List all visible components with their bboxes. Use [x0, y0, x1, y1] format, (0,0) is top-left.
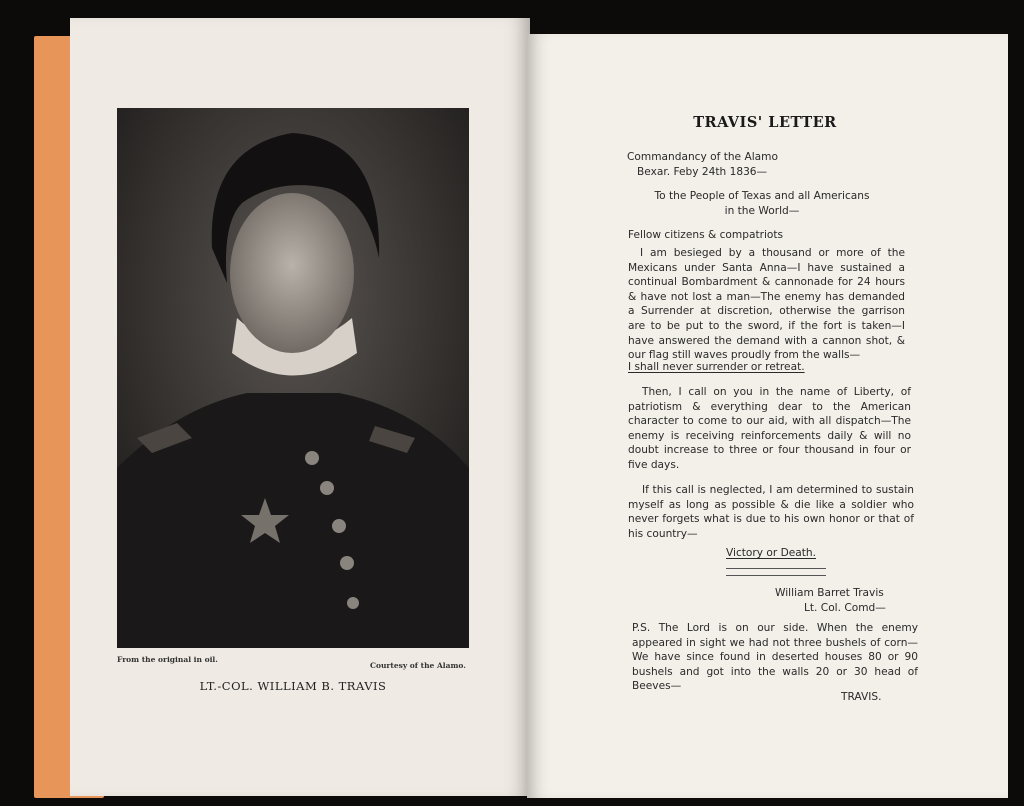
heading-line-2: Bexar. Feby 24th 1836—	[637, 166, 768, 178]
paragraph-1-text: I am besieged by a thousand or more of the Mexicans under Santa Anna—I have sustained a continual Bombardment & cannonade for 24 hours & have not lost a man—The enemy has demanded a Surrender at discretion, otherwise the garrison are to be put to the sword, if the fort is taken—I have answered the demand with a cannon shot, & our flag still waves proudly from the walls—	[628, 247, 905, 362]
postscript	[632, 621, 918, 694]
victory-or-death: Victory or Death.	[726, 547, 817, 559]
portrait-title: LT.-COL. WILLIAM B. TRAVIS	[199, 679, 387, 693]
paragraph-2	[628, 385, 911, 473]
photo-courtesy-caption: Courtesy of the Alamo.	[370, 661, 466, 670]
paragraph-1	[628, 246, 905, 363]
signature-name: William Barret Travis	[775, 587, 884, 599]
paragraph-3-text: If this call is neglected, I am determined to sustain myself as long as possible & die like a soldier who never forgets what is due to his own honor or that of his country—	[628, 484, 914, 540]
postscript-text: P.S. The Lord is on our side. When the enemy appeared in sight we had not three bushels of corn—We have since found in deserted houses 80 or 90 bushels and got into the walls 20 or 30 head of Beeves—	[632, 622, 918, 693]
portrait-image	[117, 108, 469, 648]
letter-title: TRAVIS' LETTER	[693, 114, 837, 131]
divider-rule-2	[726, 575, 826, 576]
postscript-signature: TRAVIS.	[841, 691, 882, 703]
photo-source-caption: From the original in oil.	[117, 655, 218, 664]
salutation: Fellow citizens & compatriots	[628, 229, 784, 241]
divider-rule-1	[726, 568, 826, 569]
signature-rank: Lt. Col. Comd—	[804, 602, 886, 614]
paragraph-2-text: Then, I call on you in the name of Liberty, of patriotism & everything dear to the American character to come to our aid, with all dispatch—The enemy is receiving reinforcements daily & will no doubt increase to three or four thousand in four or five days.	[628, 386, 911, 471]
never-surrender-line: I shall never surrender or retreat.	[628, 361, 805, 373]
address-line-2: in the World—	[724, 205, 800, 217]
paragraph-3	[628, 483, 914, 541]
heading-line-1: Commandancy of the Alamo	[627, 151, 778, 163]
address-line-1: To the People of Texas and all Americans	[654, 190, 870, 202]
